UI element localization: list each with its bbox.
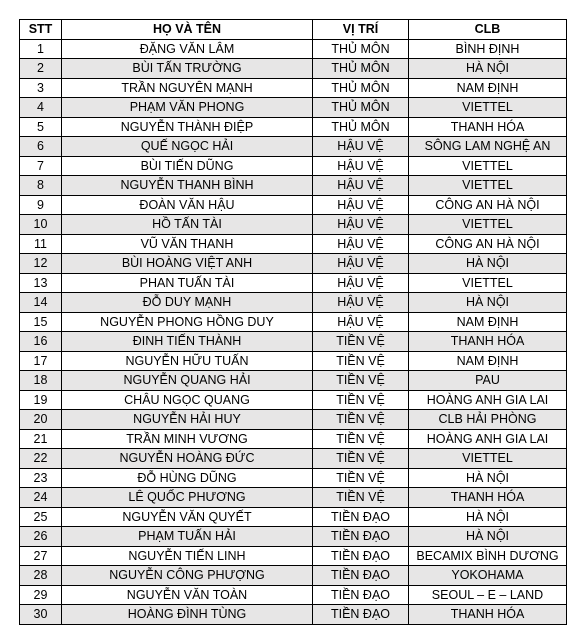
cell-stt: 23 — [20, 468, 62, 488]
cell-stt: 24 — [20, 488, 62, 508]
cell-position: HẬU VỆ — [313, 293, 409, 313]
cell-club: CLB HẢI PHÒNG — [409, 410, 567, 430]
table-row — [20, 566, 567, 586]
cell-position: TIỀN VỆ — [313, 351, 409, 371]
cell-name: ĐỖ DUY MẠNH — [62, 293, 313, 313]
cell-name: ĐỖ HÙNG DŨNG — [62, 468, 313, 488]
cell-stt: 1 — [20, 39, 62, 59]
cell-name: NGUYỄN VĂN TOÀN — [62, 585, 313, 605]
cell-stt: 30 — [20, 605, 62, 625]
cell-club: HÀ NỘI — [409, 527, 567, 547]
cell-position: TIỀN ĐẠO — [313, 585, 409, 605]
cell-position: HẬU VỆ — [313, 312, 409, 332]
cell-name: LÊ QUỐC PHƯƠNG — [62, 488, 313, 508]
cell-name: CHÂU NGỌC QUANG — [62, 390, 313, 410]
cell-stt: 4 — [20, 98, 62, 118]
cell-name: NGUYỄN HOÀNG ĐỨC — [62, 449, 313, 469]
cell-name: BÙI TẤN TRƯỜNG — [62, 59, 313, 79]
cell-stt: 3 — [20, 78, 62, 98]
cell-position: TIỀN VỆ — [313, 449, 409, 469]
cell-name: BÙI HOÀNG VIỆT ANH — [62, 254, 313, 274]
table-row — [20, 195, 567, 215]
cell-position: TIỀN VỆ — [313, 390, 409, 410]
cell-club: CÔNG AN HÀ NỘI — [409, 234, 567, 254]
cell-club: HÀ NỘI — [409, 507, 567, 527]
cell-position: TIỀN ĐẠO — [313, 566, 409, 586]
cell-stt: 21 — [20, 429, 62, 449]
cell-stt: 22 — [20, 449, 62, 469]
table-row — [20, 410, 567, 430]
cell-name: TRẦN MINH VƯƠNG — [62, 429, 313, 449]
cell-name: NGUYỄN HẢI HUY — [62, 410, 313, 430]
cell-name: NGUYỄN CÔNG PHƯỢNG — [62, 566, 313, 586]
cell-stt: 12 — [20, 254, 62, 274]
cell-stt: 27 — [20, 546, 62, 566]
cell-stt: 20 — [20, 410, 62, 430]
table-row — [20, 332, 567, 352]
cell-name: NGUYỄN THANH BÌNH — [62, 176, 313, 196]
cell-name: PHẠM TUẤN HẢI — [62, 527, 313, 547]
table-row — [20, 585, 567, 605]
cell-position: HẬU VỆ — [313, 195, 409, 215]
cell-club: SÔNG LAM NGHỆ AN — [409, 137, 567, 157]
cell-position: TIỀN ĐẠO — [313, 527, 409, 547]
cell-club: VIETTEL — [409, 215, 567, 235]
table-row — [20, 39, 567, 59]
table-row — [20, 176, 567, 196]
table-row — [20, 215, 567, 235]
cell-stt: 17 — [20, 351, 62, 371]
table-row — [20, 78, 567, 98]
cell-stt: 13 — [20, 273, 62, 293]
cell-stt: 26 — [20, 527, 62, 547]
cell-name: ĐOÀN VĂN HẬU — [62, 195, 313, 215]
cell-club: HOÀNG ANH GIA LAI — [409, 429, 567, 449]
cell-name: VŨ VĂN THANH — [62, 234, 313, 254]
cell-club: NAM ĐỊNH — [409, 351, 567, 371]
table-row — [20, 254, 567, 274]
cell-position: TIỀN VỆ — [313, 488, 409, 508]
table-row — [20, 273, 567, 293]
cell-club: HOÀNG ANH GIA LAI — [409, 390, 567, 410]
cell-club: HÀ NỘI — [409, 254, 567, 274]
cell-stt: 10 — [20, 215, 62, 235]
cell-position: HẬU VỆ — [313, 137, 409, 157]
cell-club: VIETTEL — [409, 449, 567, 469]
player-table — [19, 19, 567, 625]
table-row — [20, 293, 567, 313]
cell-name: NGUYỄN HỮU TUẤN — [62, 351, 313, 371]
cell-stt: 8 — [20, 176, 62, 196]
cell-stt: 29 — [20, 585, 62, 605]
cell-position: TIỀN VỆ — [313, 371, 409, 391]
table-row — [20, 98, 567, 118]
cell-stt: 2 — [20, 59, 62, 79]
cell-club: THANH HÓA — [409, 605, 567, 625]
cell-position: HẬU VỆ — [313, 273, 409, 293]
cell-name: PHẠM VĂN PHONG — [62, 98, 313, 118]
cell-club: NAM ĐỊNH — [409, 312, 567, 332]
table-row — [20, 546, 567, 566]
table-row — [20, 156, 567, 176]
cell-club: PAU — [409, 371, 567, 391]
cell-position: THỦ MÔN — [313, 39, 409, 59]
table-row — [20, 312, 567, 332]
cell-position: THỦ MÔN — [313, 59, 409, 79]
table-row — [20, 234, 567, 254]
cell-name: ĐẶNG VĂN LÂM — [62, 39, 313, 59]
table-row — [20, 488, 567, 508]
table-row — [20, 429, 567, 449]
table-body — [20, 39, 567, 624]
cell-name: HỒ TẤN TÀI — [62, 215, 313, 235]
cell-club: VIETTEL — [409, 273, 567, 293]
cell-name: HOÀNG ĐÌNH TÙNG — [62, 605, 313, 625]
cell-name: QUẾ NGỌC HẢI — [62, 137, 313, 157]
cell-club: SEOUL – E – LAND — [409, 585, 567, 605]
table-row — [20, 390, 567, 410]
cell-stt: 7 — [20, 156, 62, 176]
cell-name: NGUYỄN TIẾN LINH — [62, 546, 313, 566]
cell-stt: 16 — [20, 332, 62, 352]
cell-club: CÔNG AN HÀ NỘI — [409, 195, 567, 215]
cell-position: TIỀN ĐẠO — [313, 546, 409, 566]
table-row — [20, 137, 567, 157]
cell-position: HẬU VỆ — [313, 215, 409, 235]
cell-position: THỦ MÔN — [313, 78, 409, 98]
cell-position: THỦ MÔN — [313, 98, 409, 118]
cell-club: NAM ĐỊNH — [409, 78, 567, 98]
table-row — [20, 351, 567, 371]
cell-stt: 14 — [20, 293, 62, 313]
table-row — [20, 371, 567, 391]
table-row — [20, 527, 567, 547]
cell-position: HẬU VỆ — [313, 254, 409, 274]
cell-name: BÙI TIẾN DŨNG — [62, 156, 313, 176]
cell-position: HẬU VỆ — [313, 176, 409, 196]
cell-club: HÀ NỘI — [409, 468, 567, 488]
cell-position: THỦ MÔN — [313, 117, 409, 137]
table-row — [20, 59, 567, 79]
cell-name: TRẦN NGUYÊN MẠNH — [62, 78, 313, 98]
cell-club: HÀ NỘI — [409, 59, 567, 79]
cell-stt: 19 — [20, 390, 62, 410]
header-club: CLB — [409, 20, 567, 40]
table-header-row — [20, 20, 567, 40]
header-stt: STT — [20, 20, 62, 40]
cell-position: TIỀN VỆ — [313, 332, 409, 352]
cell-club: THANH HÓA — [409, 117, 567, 137]
cell-stt: 9 — [20, 195, 62, 215]
cell-stt: 25 — [20, 507, 62, 527]
cell-name: NGUYỄN THÀNH ĐIỆP — [62, 117, 313, 137]
cell-position: HẬU VỆ — [313, 156, 409, 176]
cell-name: NGUYỄN PHONG HỒNG DUY — [62, 312, 313, 332]
cell-club: VIETTEL — [409, 176, 567, 196]
cell-position: HẬU VỆ — [313, 234, 409, 254]
cell-stt: 5 — [20, 117, 62, 137]
cell-club: THANH HÓA — [409, 332, 567, 352]
header-position: VỊ TRÍ — [313, 20, 409, 40]
table-row — [20, 507, 567, 527]
table-row — [20, 605, 567, 625]
cell-stt: 15 — [20, 312, 62, 332]
cell-name: PHAN TUẤN TÀI — [62, 273, 313, 293]
cell-club: VIETTEL — [409, 156, 567, 176]
cell-club: HÀ NỘI — [409, 293, 567, 313]
cell-stt: 6 — [20, 137, 62, 157]
cell-club: BÌNH ĐỊNH — [409, 39, 567, 59]
cell-name: ĐINH TIẾN THÀNH — [62, 332, 313, 352]
cell-stt: 28 — [20, 566, 62, 586]
cell-club: BECAMIX BÌNH DƯƠNG — [409, 546, 567, 566]
cell-stt: 11 — [20, 234, 62, 254]
cell-name: NGUYỄN QUANG HẢI — [62, 371, 313, 391]
player-table-container — [19, 19, 567, 625]
header-name: HỌ VÀ TÊN — [62, 20, 313, 40]
cell-position: TIỀN VỆ — [313, 410, 409, 430]
cell-position: TIỀN VỆ — [313, 468, 409, 488]
table-row — [20, 449, 567, 469]
table-row — [20, 468, 567, 488]
cell-stt: 18 — [20, 371, 62, 391]
cell-position: TIỀN VỆ — [313, 429, 409, 449]
cell-club: YOKOHAMA — [409, 566, 567, 586]
cell-position: TIỀN ĐẠO — [313, 605, 409, 625]
table-row — [20, 117, 567, 137]
cell-club: THANH HÓA — [409, 488, 567, 508]
cell-position: TIỀN ĐẠO — [313, 507, 409, 527]
cell-club: VIETTEL — [409, 98, 567, 118]
cell-name: NGUYỄN VĂN QUYẾT — [62, 507, 313, 527]
